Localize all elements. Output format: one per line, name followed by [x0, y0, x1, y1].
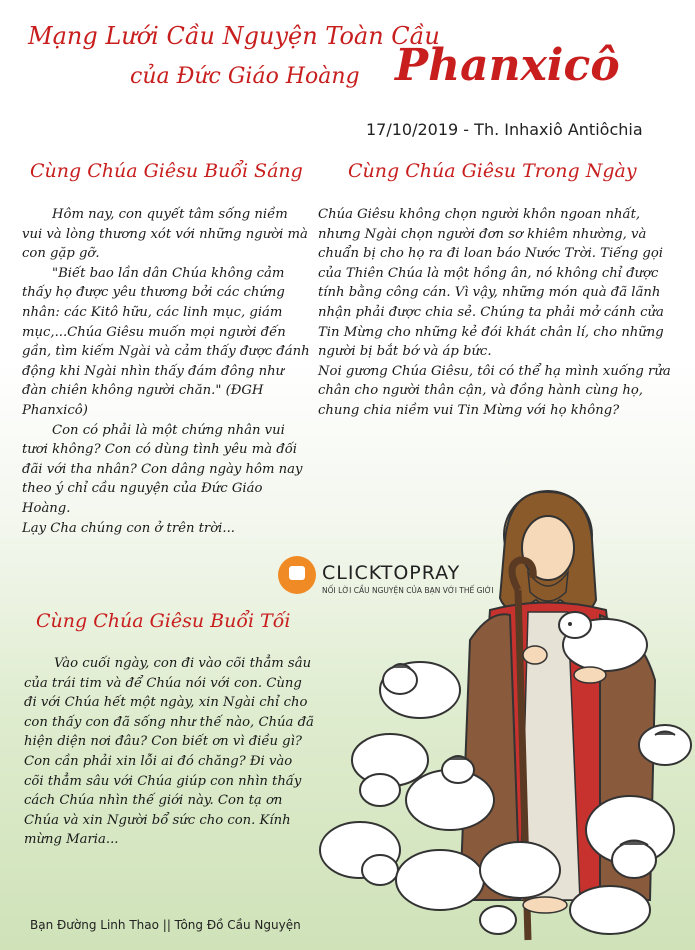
title-line-1: Mạng Lưới Cầu Nguyện Toàn Cầu	[28, 22, 440, 50]
day-paragraph: Noi gương Chúa Giêsu, tôi có thể hạ mình xuống rửa chân cho người thân cận, và đồng hành cùng họ, chung chia niềm vui Tin Mừng với họ không?	[318, 363, 671, 418]
morning-paragraph: "Biết bao lần dân Chúa không cảm thấy họ được yêu thương bởi các chứng nhân: các Kitô hữu, các linh mục, giám mục,...Chúa Giêsu muốn mọi người đến gần, tìm kiếm Ngài và cảm thấy được đánh động khi Ngài nhìn thấy đám đông như đàn chiên không người chăn." (ĐGH Phanxicô)	[22, 265, 310, 418]
day-section	[318, 205, 678, 421]
footer-credit: Bạn Đường Linh Thao || Tông Đồ Cầu Nguyện	[30, 918, 301, 932]
day-paragraph: Chúa Giêsu không chọn người khôn ngoan nhất, nhưng Ngài chọn người đơn sơ khiêm nhường, và chuẩn bị cho họ ra đi loan báo Nước Trời. Tiếng gọi của Thiên Chúa là một hồng ân, nó không chỉ được tính bằng công cán. Vì vậy, những món quà đã lãnh nhận phải được chia sẻ. Chúng ta phải mở cánh cửa Tin Mừng cho những kẻ đói khát chân lí, cho những người bị bắt bớ và áp bức.	[318, 207, 664, 360]
evening-heading: Cùng Chúa Giêsu Buổi Tối	[36, 610, 291, 632]
morning-paragraph: Lạy Cha chúng con ở trên trời...	[22, 520, 235, 536]
evening-section	[24, 654, 314, 850]
morning-heading: Cùng Chúa Giêsu Buổi Sáng	[30, 160, 303, 182]
evening-paragraph: Vào cuối ngày, con đi vào cõi thẳm sâu của trái tim và để Chúa nói với con. Cùng đi với Chúa hết một ngày, xin Ngài chỉ cho con thấy con đã sống như thế nào, Chúa đã hiện diện nơi đâu? Con biết ơn vì điều gì? Con cần phải xin lỗi ai đó chăng? Đi vào cõi thẳm sâu với Chúa giúp con nhìn thấy cách Chúa nhìn thế giới này. Con tạ ơn Chúa và xin Người bổ sức cho con. Kính mừng Maria...	[24, 656, 314, 848]
logo-name: CLICKTOPRAY	[322, 562, 461, 584]
title-pope-name: Phanxicô	[395, 40, 620, 91]
logo-tagline: NỐI LỜI CẦU NGUYỆN CỦA BẠN VỚI THẾ GIỚI	[322, 586, 494, 595]
logo-mark	[289, 566, 305, 580]
title-line-2: của Đức Giáo Hoàng	[130, 64, 360, 89]
day-heading: Cùng Chúa Giêsu Trong Ngày	[348, 160, 637, 182]
morning-section	[22, 205, 310, 538]
morning-paragraph: Con có phải là một chứng nhân vui tươi không? Con có dùng tình yêu mà đối đãi với tha nhân? Con dâng ngày hôm nay theo ý chỉ cầu nguyện của Đức Giáo Hoàng.	[22, 422, 303, 516]
morning-paragraph: Hôm nay, con quyết tâm sống niềm vui và lòng thương xót với những người mà con gặp gỡ.	[22, 207, 308, 262]
date-line: 17/10/2019 - Th. Inhaxiô Antiôchia	[366, 120, 643, 139]
